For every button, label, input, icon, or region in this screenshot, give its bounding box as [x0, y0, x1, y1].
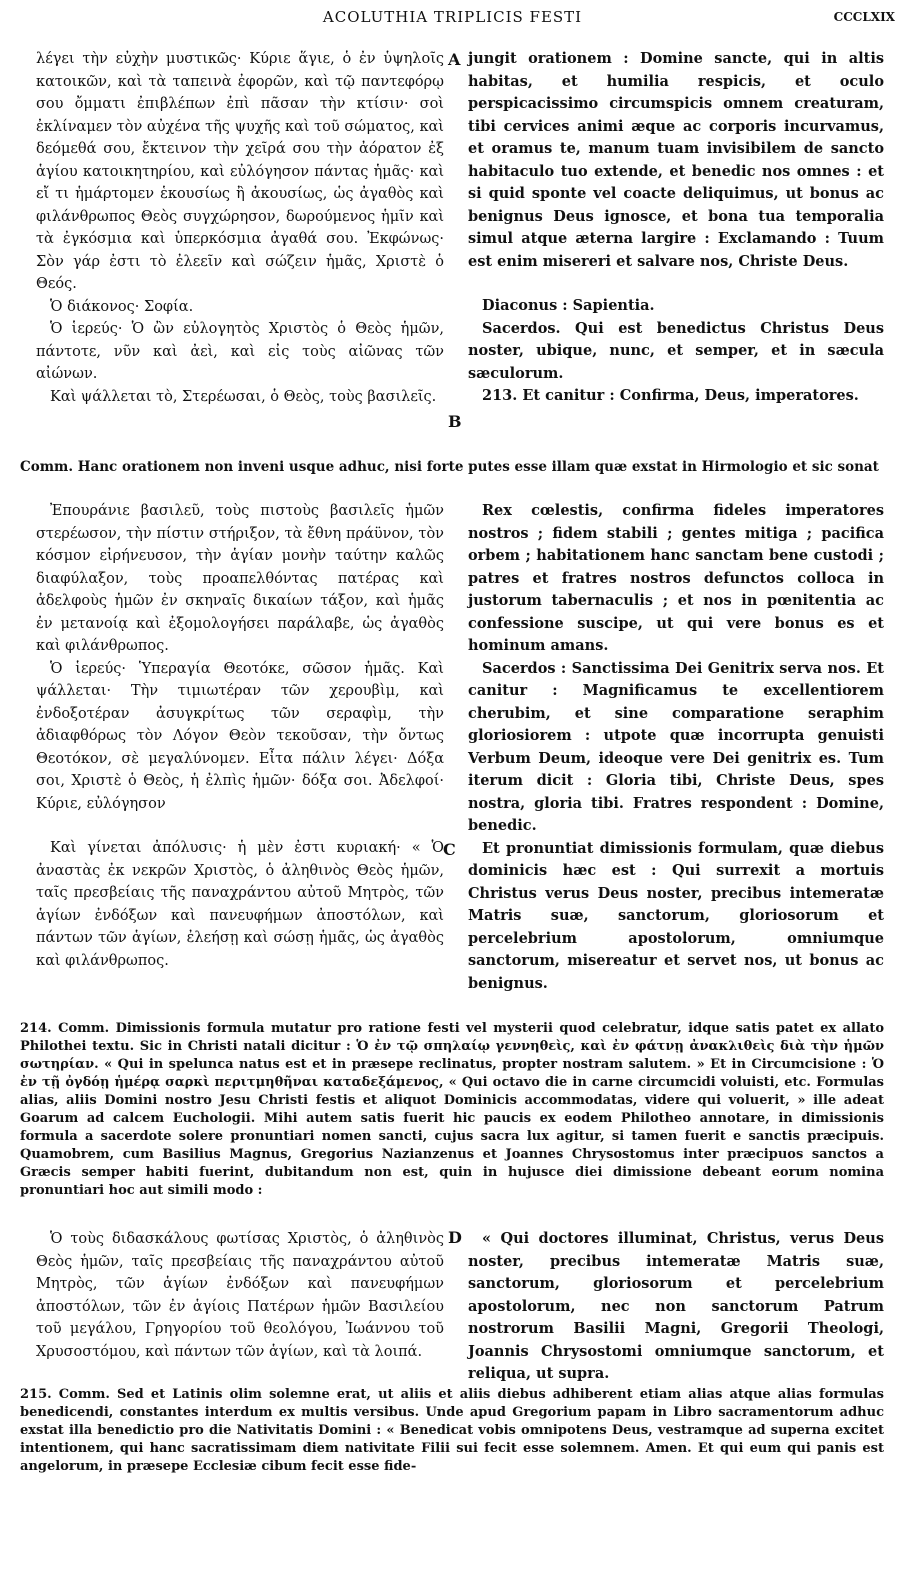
- margin-marker-c: C: [443, 840, 456, 859]
- header-title: ACOLUTHIA TRIPLICIS FESTI: [322, 8, 583, 26]
- margin-marker-a: A: [448, 50, 461, 69]
- commentary-note: Comm. Hanc orationem non inveni usque adhuc, nisi forte putes esse illam quæ exstat in Hirmologio et sic sonat: [20, 459, 879, 475]
- latin-paragraph: Diaconus : Sapientia.: [482, 297, 655, 314]
- greek-paragraph: Ὁ ἱερεύς· Ὑπεραγία Θεοτόκε, σῶσον ἡμᾶς. Καὶ ψάλλεται· Τὴν τιμιωτέραν τῶν χερουβὶμ, καὶ ἐνδοξοτέραν ἀσυγκρίτως τῶν σεραφὶμ, τὴν ἀδιαφθόρως τὸν Λόγον Θεὸν τεκοῦσαν, τὴν ὄντως Θεοτόκον, σὲ μεγαλύνομεν. Εἶτα πάλιν λέγει· Δόξα σοι, Χριστὲ ὁ Θεὸς, ἡ ἐλπὶς ἡμῶν· δόξα σοι. Ἀδελφοί· Κύριε, εὐλόγησον: [36, 660, 444, 812]
- greek-paragraph: Ὁ διάκονος· Σοφία.: [50, 298, 194, 315]
- latin-paragraph: Et pronuntiat dimissionis formulam, quæ diebus dominicis hæc est : Qui surrexit a mortuis Christus verus Deus noster, precibus intemeratæ Matris suæ, sanctorum, gloriosorum et percelebrium apostolorum, omniumque sanctorum, misereatur et servet nos, ut bonus ac benignus.: [468, 839, 884, 992]
- commentary-215: 215. Comm. Sed et Latinis olim solemne erat, ut aliis et aliis diebus adhiberent etiam alias atque alias formulas benedicendi, constantes interdum ex multis versibus. Unde apud Gregorium papam in Libro sacramentorum adhuc exstat illa benedictio pro die Nativitatis Domini : « Benedicat vobis omnipotens Deus, vestramque ad superna excitet intentionem, qui hanc sacratissimam diem nativitate Filii sui fecit esse solemnem. Amen. Et qui eum qui panis est angelorum, in præsepe Ecclesiæ cibum fecit esse fide-: [20, 1387, 884, 1474]
- greek-paragraph: Ὁ ἱερεύς· Ὁ ὢν εὐλογητὸς Χριστὸς ὁ Θεὸς ἡμῶν, πάντοτε, νῦν καὶ ἀεὶ, καὶ εἰς τοὺς αἰῶνας τῶν αἰώνων.: [36, 321, 444, 382]
- greek-paragraph: Ὁ τοὺς διδασκάλους φωτίσας Χριστὸς, ὁ ἀληθινὸς Θεὸς ἡμῶν, ταῖς πρεσβείαις τῆς παναχράντου αὐτοῦ Μητρὸς, τῶν ἁγίων ἐνδόξων καὶ πανευφήμων ἀποστόλων, τῶν ἐν ἁγίοις Πατέρων ἡμῶν Βασιλείου τοῦ μεγάλου, Γρηγορίου τοῦ θεολόγου, Ἰωάννου τοῦ Χρυσοστόμου, καὶ πάντων τῶν ἁγίων, καὶ τὰ λοιπά.: [36, 1231, 444, 1360]
- greek-column-block-1: [36, 48, 444, 408]
- page-number: CCCLXIX: [833, 10, 895, 24]
- commentary-214: 214. Comm. Dimissionis formula mutatur pro ratione festi vel mysterii quod celebratur, idque satis patet ex allato Philothei textu. Sic in Christi natali dicitur : Ὁ ἐν τῷ σπηλαίῳ γεννηθεὶς, καὶ ἐν φάτνῃ ἀνακλιθεὶς διὰ τὴν ἡμῶν σωτηρίαν. « Qui in spelunca natus est et in præsepe reclinatus, propter nostram salutem. » Et in Circumcisione : Ὁ ἐν τῇ ὀγδόῃ ἡμέρᾳ σαρκὶ περιτμηθῆναι καταδεξάμενος, « Qui octavo die in carne circumcidi voluisti, etc. Formulas alias, aliis Domini nostro Jesu Christi festis et aliquot Dominicis accommodatas, videre qui voluerit, » ille adeat Goarum ad calcem Euchologii. Mihi autem satis fuerit hic paucis ex eodem Philotheo annotare, in dimissionis formula a sacerdote solere pronuntiari nomen sancti, cujus sacra lux agitur, si tamen fuerit e sanctis præcipuis. Quamobrem, cum Basilius Magnus, Gregorius Nazianzenus et Joannes Chrysostomus inter præcipuos sanctos a Græcis semper habiti fuerint, dubitandum non est, quin in hujusce diei dimissione debeant eorum nomina pronuntiari hoc aut simili modo :: [20, 1021, 884, 1198]
- running-header: [0, 8, 905, 30]
- greek-column-block-2: [36, 500, 444, 972]
- greek-paragraph: Καὶ ψάλλεται τὸ, Στερέωσαι, ὁ Θεὸς, τοὺς βασιλεῖς.: [50, 388, 437, 405]
- latin-paragraph: Sacerdos. Qui est benedictus Christus Deus noster, ubique, nunc, et semper, et in sæcula sæculorum.: [468, 319, 884, 382]
- greek-paragraph: λέγει τὴν εὐχὴν μυστικῶς· Κύριε ἅγιε, ὁ ἐν ὑψηλοῖς κατοικῶν, καὶ τὰ ταπεινὰ ἐφορῶν, καὶ τῷ παντεφόρῳ σου ὄμματι ἐπιβλέπων ἐπὶ πᾶσαν τὴν κτίσιν· σοὶ ἐκλίναμεν τὸν αὐχένα τῆς ψυχῆς καὶ τοῦ σώματος, καὶ δεόμεθά σου, ἔκτεινον τὴν χεῖρά σου τὴν ἀόρατον ἐξ ἁγίου κατοικητηρίου, καὶ εὐλόγησον πάντας ἡμᾶς· καὶ εἴ τι ἡμάρτομεν ἑκουσίως ἢ ἀκουσίως, ὡς ἀγαθὸς καὶ φιλάνθρωπος Θεὸς συγχώρησον, δωρούμενος ἡμῖν καὶ τὰ ἐγκόσμια καὶ ὑπερκόσμια ἀγαθά σου. Ἐκφώνως· Σὸν γάρ ἐστι τὸ ἐλεεῖν καὶ σώζειν ἡμᾶς, Χριστὲ ὁ Θεός.: [36, 51, 444, 292]
- latin-column-block-1: [468, 48, 884, 408]
- latin-column-block-3: [468, 1228, 884, 1386]
- margin-marker-b: B: [448, 412, 462, 431]
- latin-paragraph: Sacerdos : Sanctissima Dei Genitrix serva nos. Et canitur : Magnificamus te excellentiorem cherubim, et sine comparatione seraphim gloriosiorem : utpote quæ incorrupta genuisti Verbum Deum, ideoque vere Dei genitrix es. Tum iterum dicit : Gloria tibi, Christe Deus, spes nostra, gloria tibi. Fratres respondent : Domine, benedic.: [468, 659, 884, 834]
- greek-paragraph: Ἐπουράνιε βασιλεῦ, τοὺς πιστοὺς βασιλεῖς ἡμῶν στερέωσον, τὴν πίστιν στήριξον, τὰ ἔθνη πράϋνον, τὸν κόσμον εἰρήνευσον, τὴν ἁγίαν μονὴν ταύτην καλῶς διαφύλαξον, τοὺς προαπελθόντας πατέρας καὶ ἀδελφοὺς ἡμῶν ἐν σκηναῖς δικαίων τάξον, καὶ ἡμᾶς ἐν μετανοίᾳ καὶ ἐξομολογήσει παράλαβε, ὡς ἀγαθὸς καὶ φιλάνθρωπος.: [36, 503, 444, 654]
- latin-paragraph: « Qui doctores illuminat, Christus, verus Deus noster, precibus intemeratæ Matris suæ, sanctorum, gloriosorum et percelebrium apostolorum, nec non sanctorum Patrum nostrorum Basilii Magni, Gregorii Theologi, Joannis Chrysostomi omniumque sanctorum, et reliqua, ut supra.: [468, 1230, 884, 1382]
- latin-paragraph: jungit orationem : Domine sancte, qui in altis habitas, et humilia respicis, et oculo perspicacissimo circumspicis omnem creaturam, tibi cervices animi æque ac corporis incurvamus, et oramus te, manum tuam invisibilem de sancto habitaculo tuo extende, et benedic nos omnes : et si quid sponte vel coacte deliquimus, ut bonus ac benignus Deus ignosce, et bona tua temporalia simul atque æterna largire : Exclamando : Tuum est enim misereri et salvare nos, Christe Deus.: [468, 50, 884, 270]
- latin-column-block-2: [468, 500, 884, 995]
- margin-marker-d: D: [448, 1228, 462, 1247]
- latin-paragraph: 213. Et canitur : Confirma, Deus, imperatores.: [482, 387, 859, 404]
- greek-paragraph: Καὶ γίνεται ἀπόλυσις· ἡ μὲν ἐστι κυριακή· « Ὁ ἀναστὰς ἐκ νεκρῶν Χριστὸς, ὁ ἀληθινὸς Θεὸς ἡμῶν, ταῖς πρεσβείαις τῆς παναχράντου αὐτοῦ Μητρὸς, τῶν ἁγίων ἐνδόξων καὶ πανευφήμων ἀποστόλων, καὶ πάντων τῶν ἁγίων, ἐλεήσῃ καὶ σώσῃ ἡμᾶς, ὡς ἀγαθὸς καὶ φιλάνθρωπος.: [36, 840, 444, 969]
- greek-column-block-3: [36, 1228, 444, 1363]
- latin-paragraph: Rex cœlestis, confirma fideles imperatores nostros ; fidem stabili ; gentes mitiga ; pacifica orbem ; habitationem hanc sanctam bene custodi ; patres et fratres nostros defunctos colloca in justorum tabernaculis ; et nos in pœnitentia ac confessione suscipe, ut qui vere bonus es et hominum amans.: [468, 502, 884, 654]
